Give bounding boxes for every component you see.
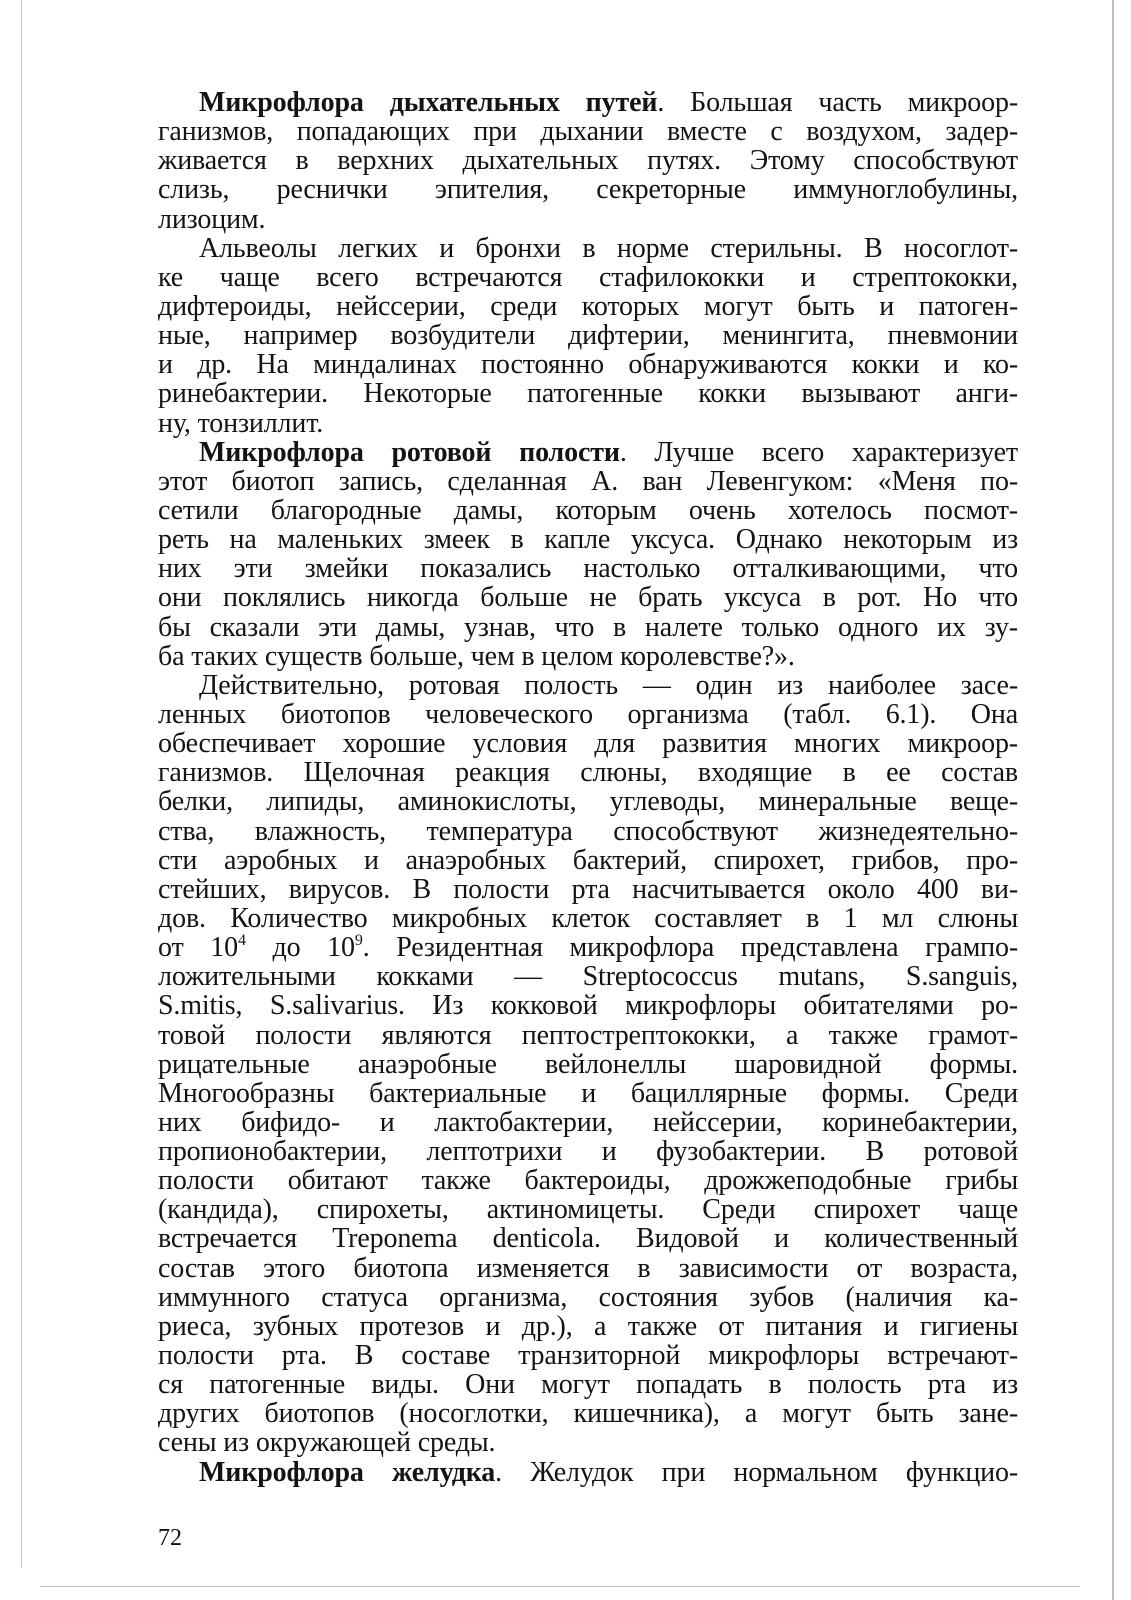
text-line: сетили благородные дамы, которым очень хотелось посмот- (158, 494, 1018, 526)
text-line: товой полости являются пептострептококки, а также грамот- (158, 1019, 1018, 1051)
text-line: риеса, зубных протезов и др.), а также от питания и гигиены (158, 1310, 1018, 1342)
text-line: сти аэробных и анаэробных бактерий, спирохет, грибов, про- (158, 844, 1018, 876)
text-line: и др. На миндалинах постоянно обнаруживаются кокки и ко- (158, 349, 1018, 381)
text-line-superscript: от $10^4$ до $10^9$. Резидентная микрофлора представлена грампо- (158, 932, 1018, 964)
section-heading: Микрофлора дыхательных путей (199, 87, 658, 118)
text-line: них эти змейки показались настолько отталкивающими, что (158, 553, 1018, 585)
text-line: обеспечивает хорошие условия для развития многих микроор- (158, 728, 1018, 760)
text-line: ке чаще всего встречаются стафилококки и стрептококки, (158, 261, 1018, 293)
superscript-exponent: 9 (354, 932, 363, 950)
superscript-exponent: 4 (237, 932, 246, 950)
text-line: них бифидо- и лактобактерии, нейссерии, коринебактерии, (158, 1106, 1018, 1138)
text-line: сены из окружающей среды. (158, 1427, 496, 1459)
text-line: стейших, вирусов. В полости рта насчитывается около 400 ви- (158, 873, 1018, 905)
text-line: они поклялись никогда больше не брать уксуса в рот. Но что (158, 582, 1018, 614)
text-line: живается в верхних дыхательных путях. Этому способствуют (158, 145, 1018, 177)
text-column (158, 88, 1018, 1487)
page-edge-bottom (40, 1586, 1080, 1587)
text-line: S.mitis, S.salivarius. Из кокковой микрофлоры обитателями ро- (158, 990, 1018, 1022)
text-line: Альвеолы легких и бронхи в норме стерильны. В носоглот- (199, 232, 1018, 264)
text-line: ринебактерии. Некоторые патогенные кокки вызывают анги- (158, 378, 1018, 410)
page-edge-right (1112, 0, 1114, 1600)
text-line: белки, липиды, аминокислоты, углеводы, минеральные веще- (158, 786, 1018, 818)
text-line: ные, например возбудители дифтерии, менингита, пневмонии (158, 320, 1018, 352)
text-line: ганизмов. Щелочная реакция слюны, входящие в ее состав (158, 757, 1018, 789)
text-line: ства, влажность, температура способствуют жизнедеятельно- (158, 815, 1018, 847)
text-line: Микрофлора дыхательных путей. Большая часть микроор- (199, 87, 1019, 118)
text-line: Многообразны бактериальные и бациллярные формы. Среди (158, 1077, 1018, 1109)
text-line: дов. Количество микробных клеток составляет в 1 мл слюны (158, 902, 1018, 934)
text-line: Действительно, ротовая полость — один из наиболее засе- (199, 669, 1018, 701)
text-line: состав этого биотопа изменяется в зависимости от возраста, (158, 1252, 1018, 1284)
text-line: пропионобактерии, лептотрихи и фузобактерии. В ротовой (158, 1136, 1018, 1168)
text-line: рицательные анаэробные вейлонеллы шаровидной формы. (158, 1048, 1018, 1080)
text-line: (кандида), спирохеты, актиномицеты. Среди спирохет чаще (158, 1194, 1018, 1226)
text-line: ленных биотопов человеческого организма (табл. 6.1). Она (158, 698, 1018, 730)
text-line: слизь, реснички эпителия, секреторные иммуноглобулины, (158, 174, 1018, 206)
text-line: полости обитают также бактероиды, дрожжеподобные грибы (158, 1165, 1018, 1197)
text-line: ганизмов, попадающих при дыхании вместе с воздухом, задер- (158, 116, 1018, 148)
text-line: ну, тонзиллит. (158, 407, 324, 439)
section-heading: Микрофлора ротовой полости (199, 436, 620, 468)
text-line: ба таких существ больше, чем в целом королевстве?». (158, 640, 795, 672)
text-line: иммунного статуса организма, состояния зубов (наличия ка- (158, 1281, 1018, 1313)
text-line: ложительными кокками — Streptococcus mutans, S.sanguis, (158, 961, 1018, 993)
text-line: этот биотоп запись, сделанная А. ван Левенгуком: «Меня по- (158, 465, 1018, 497)
text-line: бы сказали эти дамы, узнав, что в налете только одного их зу- (158, 611, 1018, 643)
page-edge-left (21, 0, 22, 1568)
text-line: лизоцим. (158, 203, 266, 235)
text-line: ся патогенные виды. Они могут попадать в полость рта из (158, 1369, 1018, 1401)
text-line: встречается Treponema denticola. Видовой и количественный (158, 1223, 1018, 1255)
text-line: Микрофлора ротовой полости. Лучше всего характеризует (199, 436, 1018, 468)
section-heading: Микрофлора желудка (199, 1456, 496, 1488)
text-line: реть на маленьких змеек в капле уксуса. Однако некоторым из (158, 524, 1018, 556)
page-number: 72 (158, 1525, 182, 1551)
text-line: других биотопов (носоглотки, кишечника), а могут быть зане- (158, 1398, 1018, 1430)
text-line: полости рта. В составе транзиторной микрофлоры встречают- (158, 1340, 1018, 1372)
text-line: Микрофлора желудка. Желудок при нормальном функцио- (199, 1456, 1019, 1488)
text-line: дифтероиды, нейссерии, среди которых могут быть и патоген- (158, 290, 1018, 322)
